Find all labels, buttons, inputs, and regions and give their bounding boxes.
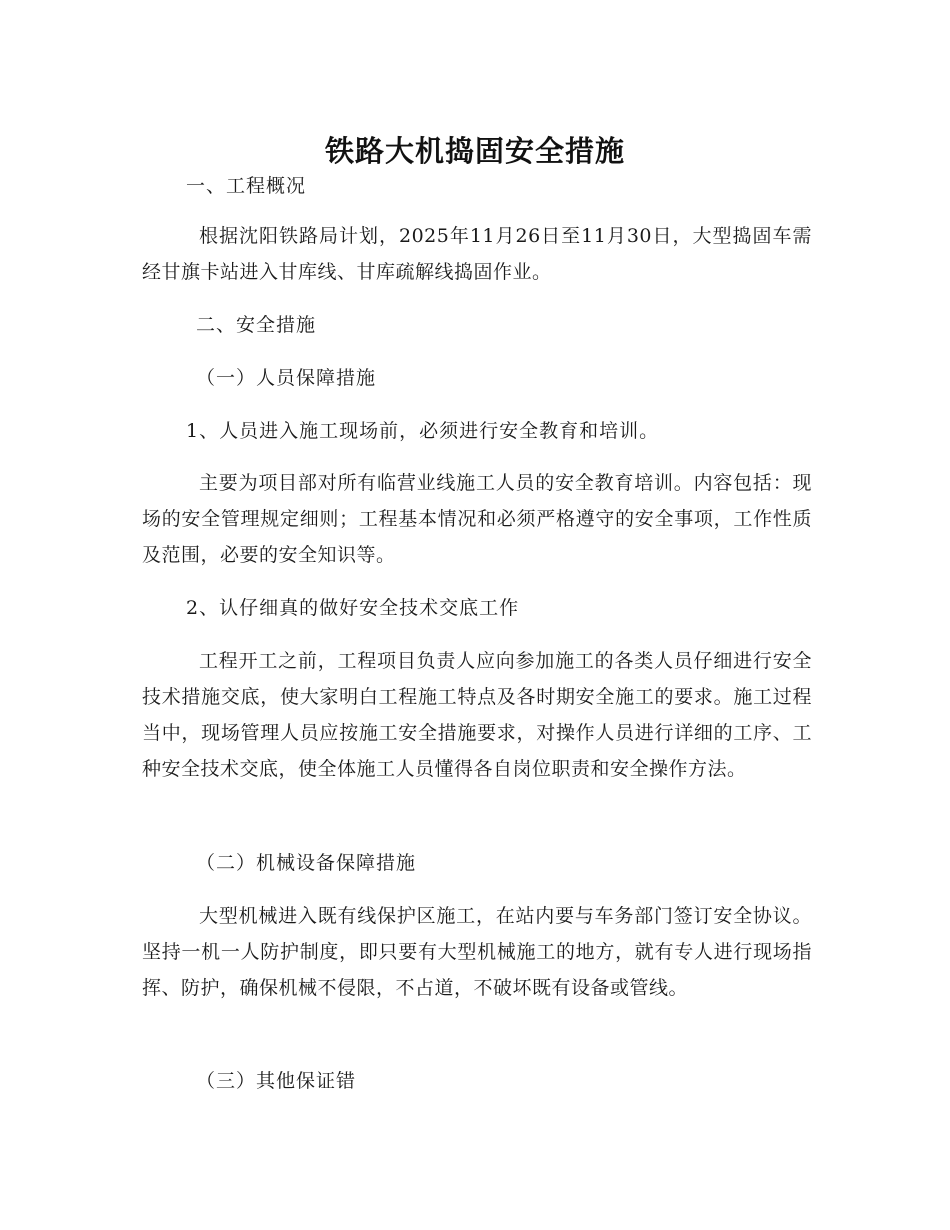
subsection-2-heading: （二）机械设备保障措施 — [196, 852, 417, 874]
document-title: 铁路大机捣固安全措施 — [324, 134, 625, 169]
section-2-heading: 二、安全措施 — [196, 314, 317, 336]
subsection-3-heading: （三）其他保证错 — [196, 1070, 357, 1092]
item-1-paragraph: 主要为项目部对所有临营业线施工人员的安全教育培训。内容包括：现场的安全管理规定细则；工程基本情况和必须严格遵守的安全事项，工作性质及范围，必要的安全知识等。 — [142, 472, 812, 566]
item-2-heading: 2、认仔细真的做好安全技术交底工作 — [186, 597, 520, 619]
section-1-heading: 一、工程概况 — [186, 175, 307, 197]
item-2-paragraph: 工程开工之前，工程项目负责人应向参加施工的各类人员仔细进行安全技术措施交底，使大家明白工程施工特点及各时期安全施工的要求。施工过程当中，现场管理人员应按施工安全措施要求，对操作人员进行详细的工序、工种安全技术交底，使全体施工人员懂得各自岗位职责和安全操作方法。 — [142, 650, 812, 780]
subsection-1-heading: （一）人员保障措施 — [196, 367, 377, 389]
section-1-paragraph: 根据沈阳铁路局计划，2025年11月26日至11月30日，大型捣固车需经甘旗卡站进入甘库线、甘库疏解线捣固作业。 — [142, 225, 812, 283]
item-1-heading: 1、人员进入施工现场前，必须进行安全教育和培训。 — [186, 420, 660, 442]
subsection-2-paragraph: 大型机械进入既有线保护区施工，在站内要与车务部门签订安全协议。坚持一机一人防护制度，即只要有大型机械施工的地方，就有专人进行现场指挥、防护，确保机械不侵限，不占道，不破坏既有设备或管线。 — [142, 905, 812, 999]
